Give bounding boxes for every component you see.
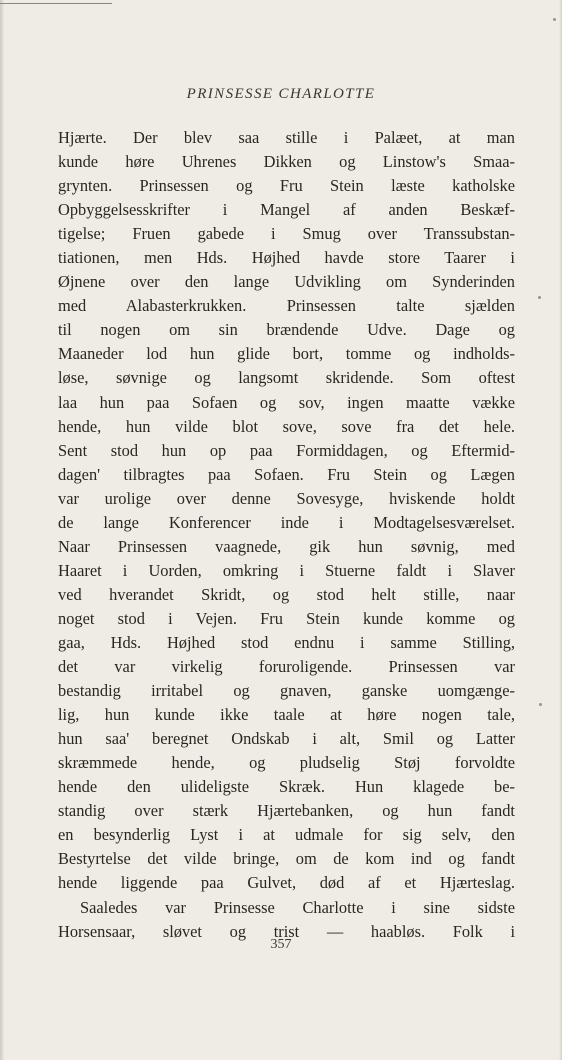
text-line: hende liggende paa Gulvet, død af et Hjærteslag.: [58, 873, 515, 893]
text-line: gaa, Hds. Højhed stod endnu i samme Stilling,: [58, 632, 515, 652]
speck: [539, 703, 542, 706]
speck: [553, 18, 556, 21]
page-number: 357: [270, 937, 292, 952]
top-rule: [0, 3, 112, 4]
text-line: Naar Prinsessen vaagnede, gik hun søvnig, med: [58, 536, 515, 556]
text-line: det var virkelig foruroligende. Prinsessen var: [58, 657, 515, 677]
text-line: løse, søvnige og langsomt skridende. Som oftest: [58, 368, 515, 388]
text-line: Haaret i Uorden, omkring i Stuerne faldt i Slaver: [58, 560, 515, 580]
text-line: dagen' tilbragtes paa Sofaen. Fru Stein og Lægen: [58, 464, 515, 484]
text-line: standig over stærk Hjærtebanken, og hun fandt: [58, 801, 515, 821]
text-line: tiationen, men Hds. Højhed havde store Taarer i: [58, 248, 515, 268]
text-line: Bestyrtelse det vilde bringe, om de kom ind og fandt: [58, 849, 515, 869]
text-line: noget stod i Vejen. Fru Stein kunde komme og: [58, 608, 515, 628]
text-line: ved hverandet Skridt, og stod helt stille, naar: [58, 584, 515, 604]
text-line: skræmmede hende, og pludselig Støj forvoldte: [58, 753, 515, 773]
text-line: var urolige over denne Sovesyge, hviskende holdt: [58, 488, 515, 508]
text-line: hun saa' beregnet Ondskab i alt, Smil og Latter: [58, 729, 515, 749]
running-title: PRINSESSE CHARLOTTE: [186, 86, 376, 102]
text-line: Maaneder lod hun glide bort, tomme og indholds-: [58, 344, 515, 364]
text-line: Hjærte. Der blev saa stille i Palæet, at man: [58, 128, 515, 147]
text-line: lig, hun kunde ikke taale at høre nogen tale,: [58, 705, 515, 725]
text-line: med Alabasterkrukken. Prinsessen talte sjælden: [58, 296, 515, 316]
text-line: grynten. Prinsessen og Fru Stein læste katholske: [58, 176, 515, 196]
page-left-edge: [0, 0, 4, 1060]
text-line: Saaledes var Prinsesse Charlotte i sine sidste: [80, 897, 515, 917]
text-line: bestandig irritabel og gnaven, ganske uomgænge-: [58, 681, 515, 701]
text-line: Opbyggelsesskrifter i Mangel af anden Beskæf-: [58, 200, 515, 220]
text-line: Horsensaar, sløvet og trist — haabløs. Folk i: [58, 921, 515, 941]
speck: [538, 296, 541, 299]
body-text: [58, 126, 515, 944]
text-line: de lange Konferencer inde i Modtagelsesværelset.: [58, 512, 515, 532]
text-line: Øjnene over den lange Udvikling om Synderinden: [58, 272, 515, 292]
text-line: hende, hun vilde blot sove, sove fra det hele.: [58, 416, 515, 436]
text-line: en besynderlig Lyst i at udmale for sig selv, den: [58, 825, 515, 845]
text-line: tigelse; Fruen gabede i Smug over Transsubstan-: [58, 224, 515, 244]
text-line: Sent stod hun op paa Formiddagen, og Eftermid-: [58, 440, 515, 460]
text-line: hende den ulideligste Skræk. Hun klagede be-: [58, 777, 515, 797]
text-line: laa hun paa Sofaen og sov, ingen maatte vække: [58, 392, 515, 412]
text-line: kunde høre Uhrenes Dikken og Linstow's Smaa-: [58, 152, 515, 172]
text-line: til nogen om sin brændende Udve. Dage og: [58, 320, 515, 340]
